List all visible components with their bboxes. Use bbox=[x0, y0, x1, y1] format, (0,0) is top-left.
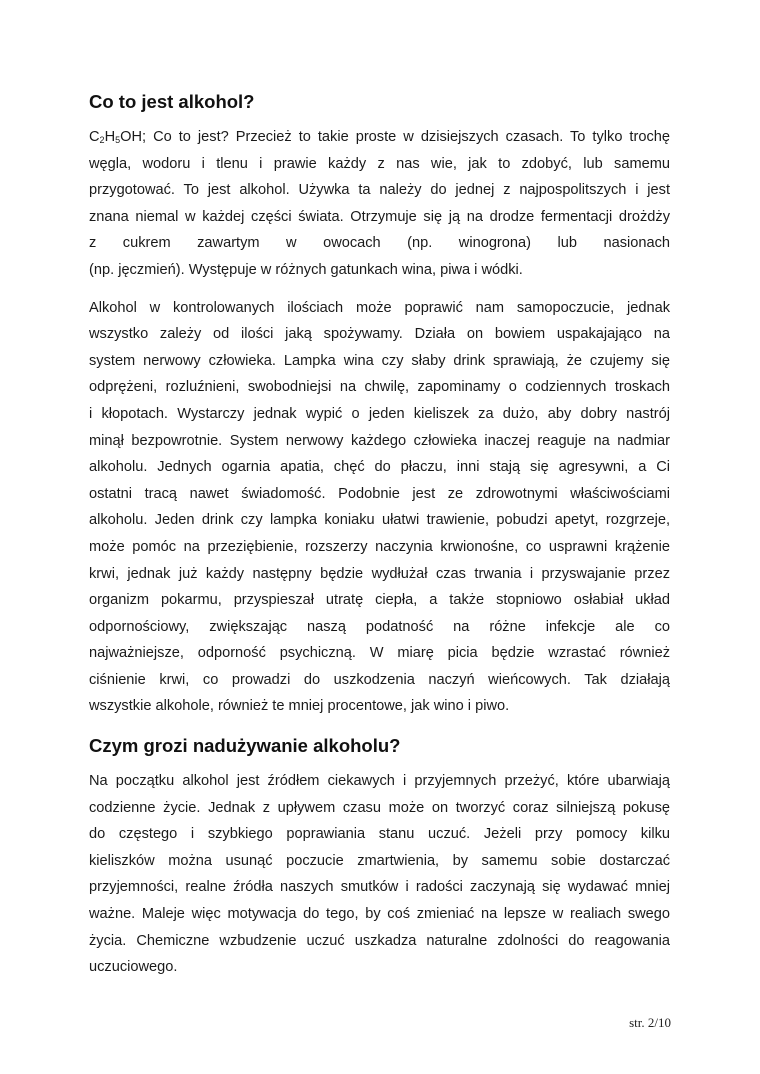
text-line: system nerwowy człowieka. Lampka wina czy słaby drink sprawiają, że czujemy się bbox=[89, 352, 670, 369]
text-line: (np. jęczmień). Występuje w różnych gatunkach wina, piwa i wódki. bbox=[89, 261, 523, 278]
section-heading-what-is-alcohol: Co to jest alkohol? bbox=[89, 91, 255, 112]
text-line: krwi, jednak już każdy następny będzie wydłużał czas trwania i przyswajanie przez bbox=[89, 565, 670, 582]
text-line: wszystkie alkohole, również te mniej procentowe, jak wino i piwo. bbox=[89, 698, 510, 715]
paragraph-effects bbox=[89, 295, 670, 721]
text-line: ostatni tracą nawet świadomość. Podobnie jest ze zdrowotnymi właściwościami bbox=[89, 485, 670, 502]
text-line: odprężeni, rozluźnieni, swobodniejsi na chwilę, zapominamy o codziennych troskach bbox=[89, 379, 670, 396]
text-line: znana niemal w każdej części świata. Otrzymuje się ją na drodze fermentacji drożdży bbox=[89, 208, 670, 225]
text-line: codzienne życie. Jednak z upływem czasu może on tworzyć coraz silniejszą pokusę bbox=[89, 799, 670, 816]
text-line: ważne. Maleje więc motywacja do tego, by coś zmieniać na lepsze w realiach swego bbox=[89, 906, 670, 923]
text-line: alkoholu. Jeden drink czy lampka koniaku ułatwi trawienie, pobudzi apetyt, rozgrzeje, bbox=[89, 512, 670, 529]
text-line: do częstego i szybkiego poprawiania stanu uczuć. Jeżeli przy pomocy kilku bbox=[89, 826, 670, 843]
text-line: uczuciowego. bbox=[89, 959, 178, 976]
text-line: przyjemności, realne źródła naszych smutków i radości zaczynają się wydawać mniej bbox=[89, 879, 670, 896]
text-line: minął bezpowrotnie. System nerwowy każdego człowieka inaczej reaguje na nadmiar bbox=[89, 432, 670, 449]
text-line: Na początku alkohol jest źródłem ciekawych i przyjemnych przeżyć, które ubarwiają bbox=[89, 773, 670, 790]
paragraph-abuse bbox=[89, 768, 670, 981]
text-line: kieliszków można usunąć poczucie zmartwienia, by samemu sobie dostarczać bbox=[89, 852, 670, 869]
text-line: i kłopotach. Wystarczy jednak wypić o jeden kieliszek za dużo, aby dobry nastrój bbox=[89, 405, 670, 422]
text-line: wszystko zależy od ilości jaką spożywamy. Działa on bowiem uspakajająco na bbox=[89, 326, 670, 343]
paragraph-definition bbox=[89, 124, 670, 284]
text-line: alkoholu. Jednych ogarnia apatia, chęć do płaczu, inni stają się agresywni, a Ci bbox=[89, 459, 670, 476]
text-line: przygotować. To jest alkohol. Używka ta należy do jednej z najpospolitszych i jest bbox=[89, 182, 670, 199]
chemical-formula: $C_2H_5OH$ bbox=[89, 129, 143, 145]
page-number: str. 2/10 bbox=[629, 1015, 671, 1030]
text-line: organizm pokarmu, przyspieszał utratę ciepła, a także stopniowo osłabiał układ bbox=[89, 592, 670, 609]
text-line: Alkohol w kontrolowanych ilościach może poprawić nam samopoczucie, jednak bbox=[89, 299, 670, 316]
page-content bbox=[89, 90, 670, 992]
text-line: najważniejsze, odporność psychiczną. W miarę picia będzie wzrastać również bbox=[89, 645, 670, 662]
text-line: $C_2H_5OH$; Co to jest? Przecież to takie proste w dzisiejszych czasach. To tylko trochę bbox=[89, 129, 670, 145]
text-line: odpornościowy, zwiększając naszą podatność na różne infekcje ale co bbox=[89, 618, 670, 635]
text-line: węgla, wodoru i tlenu i prawie każdy z nas wie, jak to zdobyć, lub samemu bbox=[89, 155, 670, 172]
section-heading-alcohol-abuse: Czym grozi nadużywanie alkoholu? bbox=[89, 735, 401, 757]
text-line: życia. Chemiczne wzbudzenie uczuć uszkadza naturalne zdolności do reagowania bbox=[89, 932, 670, 949]
text-line: ciśnienie krwi, co prowadzi do uszkodzenia naczyń wieńcowych. Tak działają bbox=[89, 671, 670, 688]
text-line: może pomóc na przeziębienie, rozszerzy naczynia krwionośne, co usprawni krążenie bbox=[89, 538, 670, 555]
text-line: z cukrem zawartym w owocach (np. winogrona) lub nasionach bbox=[89, 235, 670, 252]
